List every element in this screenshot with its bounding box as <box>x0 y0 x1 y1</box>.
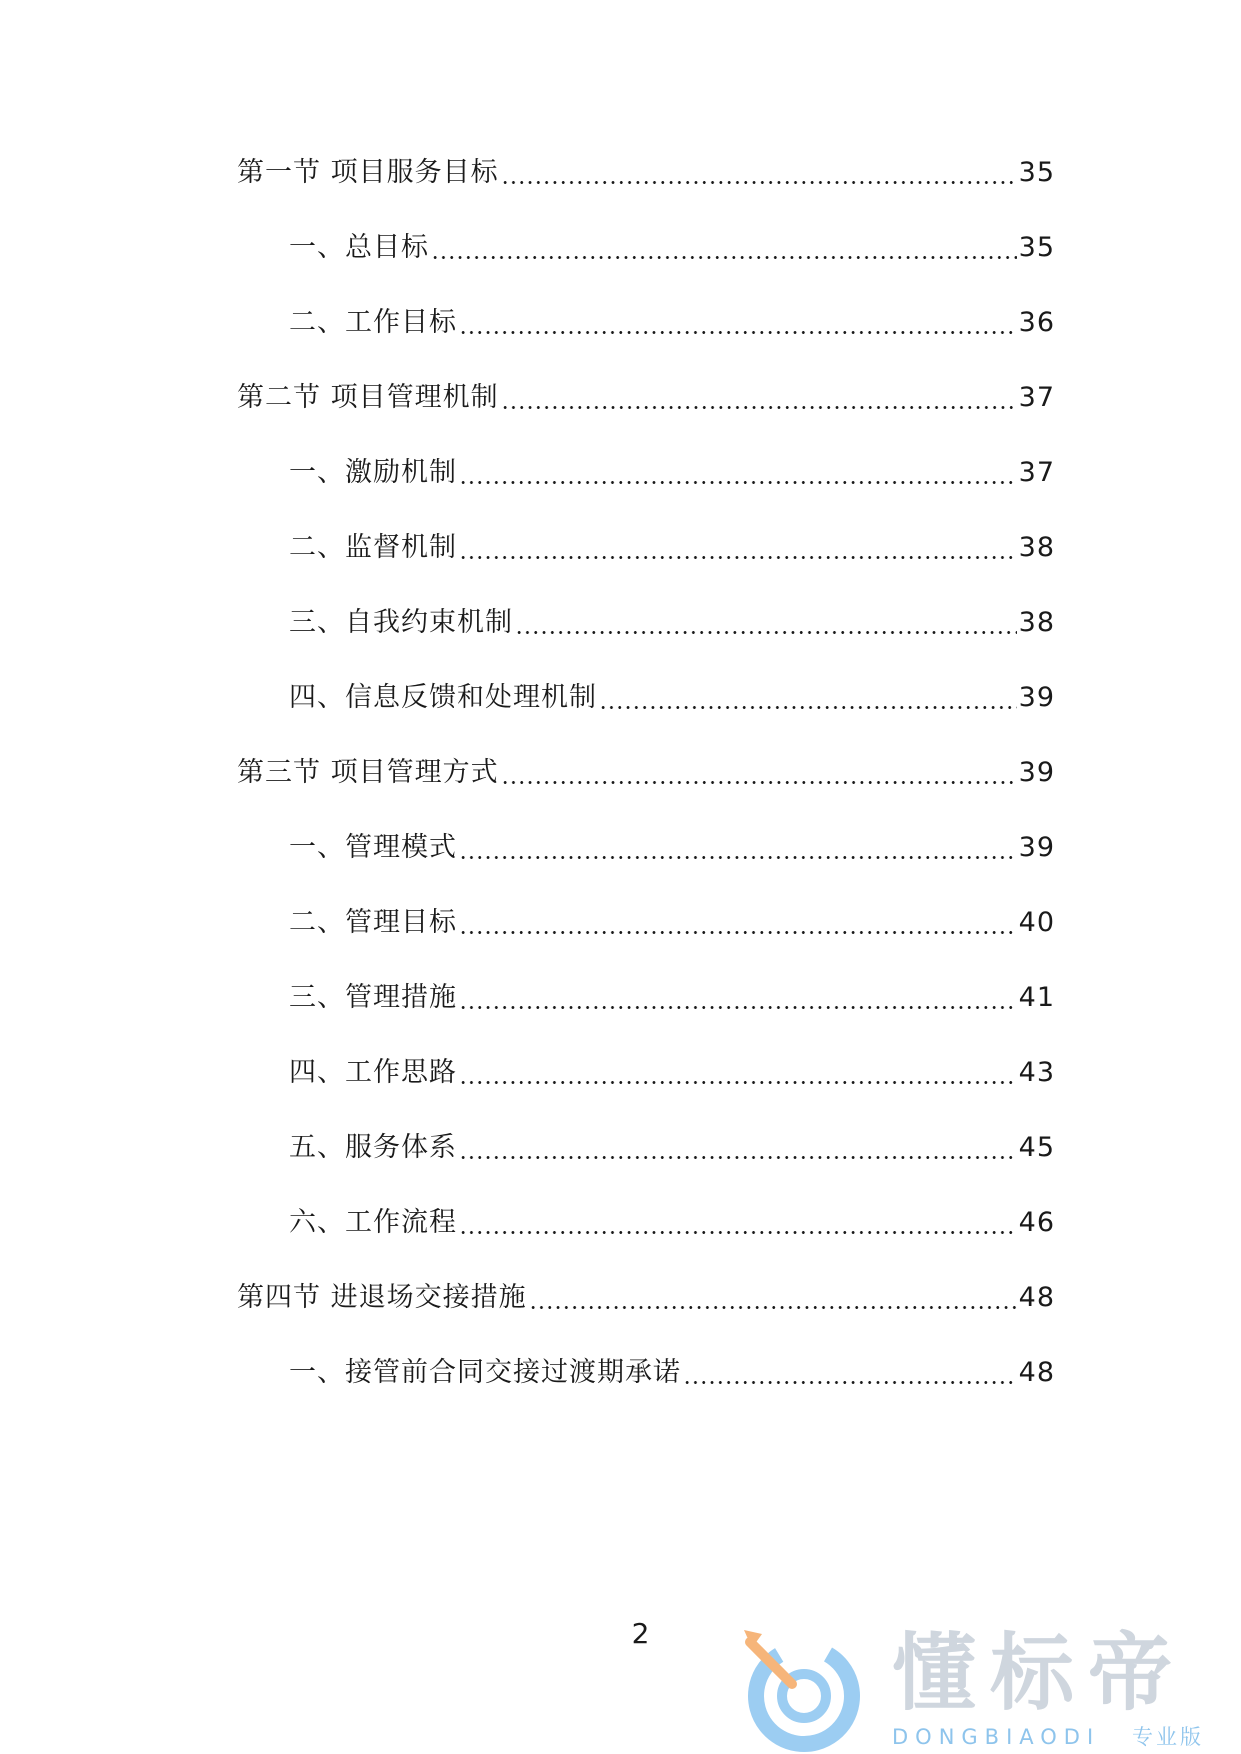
toc-entry[interactable] <box>289 453 1055 493</box>
toc-entry[interactable] <box>237 753 1055 793</box>
toc-entry-page: 45 <box>1018 1132 1055 1163</box>
dot-leader <box>431 228 1017 268</box>
toc-entry-page: 39 <box>1018 832 1055 863</box>
toc-entry-page: 37 <box>1018 382 1055 413</box>
dot-leader <box>459 1128 1017 1168</box>
toc-entry[interactable] <box>289 1053 1055 1093</box>
toc-entry-title: 一、总目标 <box>289 232 429 263</box>
toc-entry-page: 48 <box>1018 1282 1055 1313</box>
toc-entry-page: 36 <box>1018 307 1055 338</box>
toc-entry[interactable] <box>289 678 1055 718</box>
toc-entry-page: 35 <box>1018 232 1055 263</box>
toc-entry-page: 46 <box>1018 1207 1055 1238</box>
dot-leader <box>501 153 1017 193</box>
toc-entry[interactable] <box>289 1128 1055 1168</box>
toc-entry[interactable] <box>289 603 1055 643</box>
toc-entry[interactable] <box>237 1278 1055 1318</box>
dot-leader <box>683 1353 1017 1393</box>
toc-entry-title: 一、接管前合同交接过渡期承诺 <box>289 1357 681 1388</box>
toc-entry-page: 38 <box>1018 607 1055 638</box>
dot-leader <box>529 1278 1017 1318</box>
toc-entry-page: 39 <box>1018 682 1055 713</box>
toc-entry-title: 四、信息反馈和处理机制 <box>289 682 597 713</box>
dot-leader <box>501 753 1017 793</box>
dot-leader <box>515 603 1017 643</box>
toc-entry-page: 37 <box>1018 457 1055 488</box>
toc-entry-page: 38 <box>1018 532 1055 563</box>
toc-entry-title: 第二节 项目管理机制 <box>237 382 499 413</box>
toc-entry-title: 第一节 项目服务目标 <box>237 157 499 188</box>
toc-entry[interactable] <box>289 228 1055 268</box>
dot-leader <box>459 1203 1017 1243</box>
toc-entry[interactable] <box>289 828 1055 868</box>
brand-watermark <box>740 1626 1220 1754</box>
toc-entry-title: 五、服务体系 <box>289 1132 457 1163</box>
brand-pinyin: DONGBIAODI <box>892 1725 1101 1749</box>
toc-entry-title: 二、工作目标 <box>289 307 457 338</box>
toc-entry-title: 六、工作流程 <box>289 1207 457 1238</box>
dot-leader <box>459 1053 1017 1093</box>
dot-leader <box>501 378 1017 418</box>
toc-entry-page: 48 <box>1018 1357 1055 1388</box>
toc-entry-page: 41 <box>1018 982 1055 1013</box>
toc-entry[interactable] <box>237 153 1055 193</box>
toc-entry-title: 二、管理目标 <box>289 907 457 938</box>
toc-entry[interactable] <box>289 303 1055 343</box>
toc-entry-title: 一、管理模式 <box>289 832 457 863</box>
toc-entry[interactable] <box>289 1203 1055 1243</box>
page-number: 2 <box>631 1617 650 1650</box>
dot-leader <box>459 303 1017 343</box>
toc-entry-title: 四、工作思路 <box>289 1057 457 1088</box>
toc-entry-page: 43 <box>1018 1057 1055 1088</box>
dot-leader <box>459 528 1017 568</box>
toc-entry-title: 三、自我约束机制 <box>289 607 513 638</box>
toc-entry[interactable] <box>289 1353 1055 1393</box>
toc-entry[interactable] <box>289 528 1055 568</box>
toc-entry[interactable] <box>289 903 1055 943</box>
dot-leader <box>599 678 1017 718</box>
toc-entry-page: 40 <box>1018 907 1055 938</box>
toc-entry-title: 第四节 进退场交接措施 <box>237 1282 527 1313</box>
target-dart-icon <box>740 1626 868 1754</box>
toc-entry-page: 39 <box>1018 757 1055 788</box>
toc-entry-page: 35 <box>1018 157 1055 188</box>
brand-name: 懂标帝 <box>892 1624 1187 1722</box>
dot-leader <box>459 978 1017 1018</box>
toc-entry[interactable] <box>289 978 1055 1018</box>
dot-leader <box>459 903 1017 943</box>
toc-entry[interactable] <box>237 378 1055 418</box>
toc-entry-title: 三、管理措施 <box>289 982 457 1013</box>
toc-entry-title: 二、监督机制 <box>289 532 457 563</box>
brand-edition: 专业版 <box>1132 1725 1204 1749</box>
dot-leader <box>459 828 1017 868</box>
dot-leader <box>459 453 1017 493</box>
toc-entry-title: 一、激励机制 <box>289 457 457 488</box>
toc-entry-title: 第三节 项目管理方式 <box>237 757 499 788</box>
